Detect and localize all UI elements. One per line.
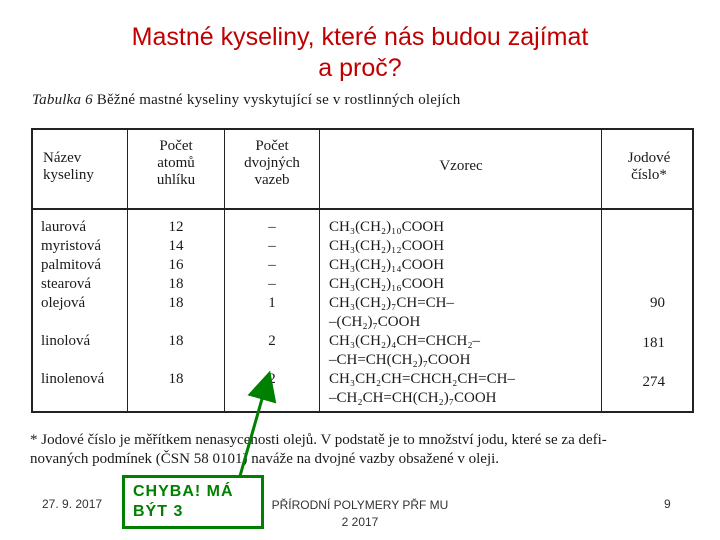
footer-center — [240, 497, 480, 531]
table-row-carbons: 18 — [168, 371, 184, 387]
table-row-double-bonds: – — [268, 257, 276, 273]
table-row-carbons: 14 — [168, 238, 184, 254]
table-row-formula-cont: –(CH₂)₇COOH — [329, 314, 421, 330]
table-row-double-bonds: – — [268, 276, 276, 292]
footer-date: 27. 9. 2017 — [42, 497, 103, 511]
footer-center-line2: 2 2017 — [341, 515, 379, 529]
table-row-formula-cont: –CH=CH(CH₂)₇COOH — [329, 352, 471, 368]
table-row-name: laurová — [41, 219, 86, 235]
header-iodine-line: Jodové — [627, 150, 671, 166]
footnote-line2: novaných podmínek (ČSN 58 0101) naváže na dvojné vazby obsažené v oleji. — [30, 451, 500, 467]
table-row-formula: CH₃(CH₂)₁₂COOH — [329, 238, 445, 254]
footnote-line1: * Jodové číslo je měřítkem nenasycenosti olejů. V podstatě je to množství jodu, které se za defi- — [30, 432, 607, 448]
table-row-name: linolenová — [41, 371, 105, 387]
table-row-carbons: 16 — [168, 257, 184, 273]
table-row-iodine: 181 — [642, 335, 665, 351]
error-annotation-text — [133, 482, 234, 522]
error-annotation-line2: BÝT 3 — [133, 503, 184, 520]
table-row-carbons: 18 — [168, 333, 184, 349]
table-row-name: palmitová — [41, 257, 101, 273]
table-row-formula: CH₃(CH₂)₁₄COOH — [329, 257, 445, 273]
table-row-iodine: 90 — [650, 295, 665, 311]
table-row-carbons: 12 — [168, 219, 184, 235]
header-double-bonds-line: dvojných — [244, 155, 300, 171]
table-row-name: stearová — [41, 276, 91, 292]
header-double-bonds-line: vazeb — [254, 172, 290, 188]
table-row-name: linolová — [41, 333, 91, 349]
header-formula-line: Vzorec — [439, 158, 483, 174]
table-row-carbons: 18 — [168, 276, 184, 292]
table-caption-label: Tabulka 6 — [32, 92, 93, 108]
header-double-bonds-line: Počet — [255, 138, 289, 154]
error-arrow-line — [240, 385, 266, 476]
header-name-line: kyseliny — [43, 167, 94, 183]
table-row-name: myristová — [41, 238, 101, 254]
header-carbons-line: Počet — [159, 138, 193, 154]
table-row-formula: CH₃(CH₂)₄CH=CHCH₂– — [329, 333, 481, 349]
table-row-formula: CH₃(CH₂)₁₀COOH — [329, 219, 445, 235]
header-iodine-line: číslo* — [631, 167, 667, 183]
table-row-double-bonds: – — [268, 238, 276, 254]
footer-page-number: 9 — [664, 497, 671, 511]
header-carbons-line: uhlíku — [156, 172, 196, 188]
header-name-line: Název — [43, 150, 82, 166]
footer-center-line1: PŘÍRODNÍ POLYMERY PŘF MU — [271, 498, 449, 512]
header-carbons-line: atomů — [157, 155, 195, 171]
table-row-iodine: 274 — [642, 374, 665, 390]
slide-title-line1: Mastné kyseliny, které nás budou zajímat — [131, 23, 589, 51]
table-caption-text: Běžné mastné kyseliny vyskytující se v rostlinných olejích — [96, 92, 461, 108]
slide-title-line2: a proč? — [318, 54, 402, 82]
table-row-double-bonds: – — [268, 219, 276, 235]
table-row-formula: CH₃(CH₂)₇CH=CH– — [329, 295, 454, 311]
table-row-carbons: 18 — [168, 295, 184, 311]
table-row-formula-cont: –CH₂CH=CH(CH₂)₇COOH — [329, 390, 497, 406]
table-row-formula: CH₃(CH₂)₁₆COOH — [329, 276, 445, 292]
error-annotation-line1: CHYBA! MÁ — [133, 483, 234, 500]
table-row-double-bonds: 2 — [268, 333, 276, 349]
table-row-formula: CH₃CH₂CH=CHCH₂CH=CH– — [329, 371, 515, 387]
table-row-double-bonds: 2 — [268, 371, 276, 387]
table-row-name: olejová — [41, 295, 86, 311]
table-row-double-bonds: 1 — [268, 295, 276, 311]
